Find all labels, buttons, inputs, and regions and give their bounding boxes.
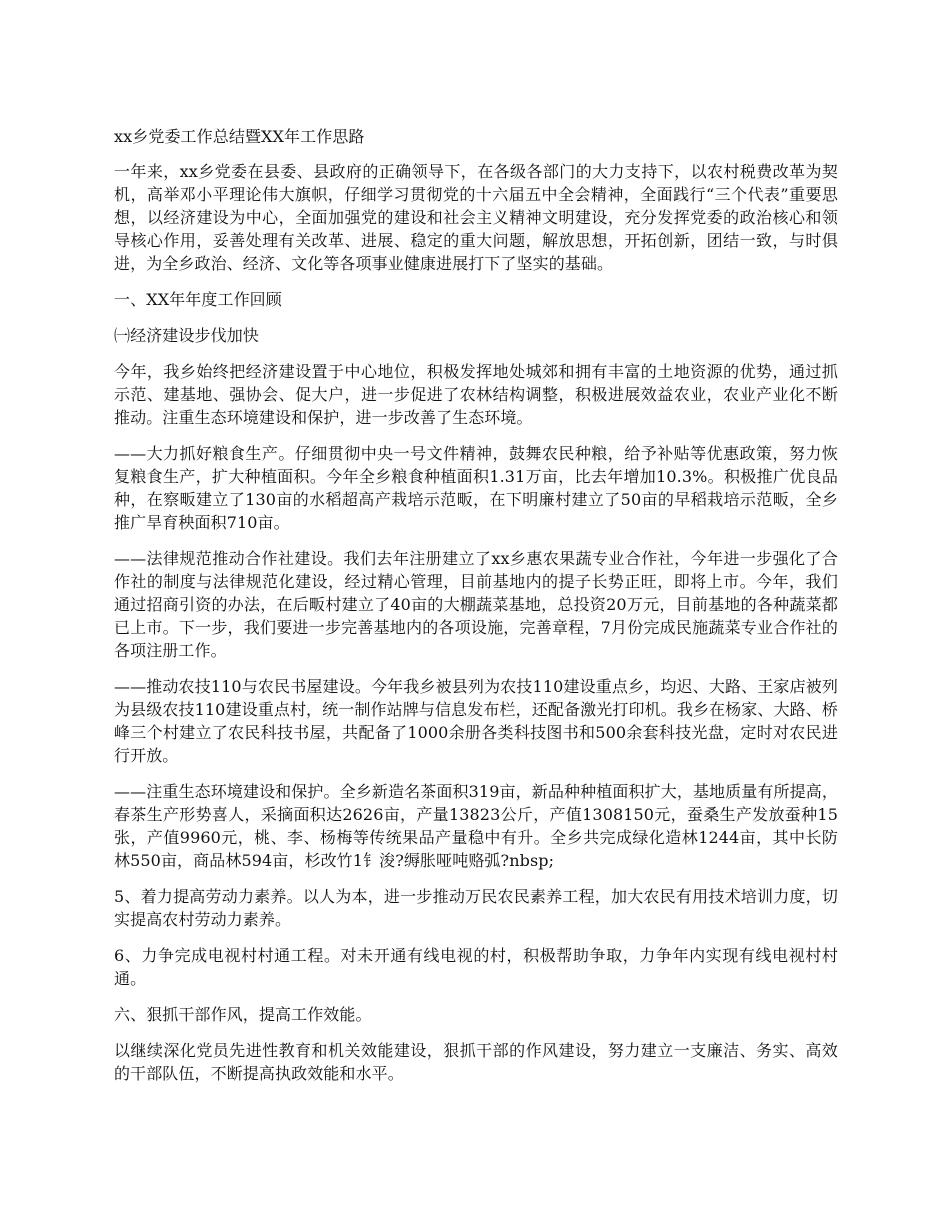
document-title: xx乡党委工作总结暨XX年工作思路 [114, 127, 365, 146]
intro-paragraph: 一年来，xx乡党委在县委、县政府的正确领导下，在各级各部门的大力支持下，以农村税费改革为契机，高举邓小平理论伟大旗帜，仔细学习贯彻党的十六届五中全会精神，全面践行“三个代表”重要思想，以经济建设为中心，全面加强党的建设和社会主义精神文明建设，充分发挥党委的政治核心和领导核心作用，妥善处理有关改革、进展、稳定的重大问题，解放思想，开拓创新，团结一致，与时俱进，为全乡政治、经济、文化等各项事业健康进展打下了坚实的基础。 [114, 162, 838, 273]
economy-overview-paragraph: 今年，我乡始终把经济建设置于中心地位，积极发挥地处城郊和拥有丰富的土地资源的优势，通过抓示范、建基地、强协会、促大户，进一步促进了农林结构调整，积极进展效益农业，农业产业化不断推动。注重生态环境建设和保护，进一步改善了生态环境。 [114, 362, 838, 427]
section-heading-cadre: 六、狠抓干部作风，提高工作效能。 [114, 1005, 372, 1024]
document-page [114, 125, 838, 1098]
labor-quality-paragraph: 5、着力提高劳动力素养。以人为本，进一步推动万民农民素养工程，加大农民有用技术培训力度，切实提高农村劳动力素养。 [114, 887, 838, 929]
cadre-paragraph: 以继续深化党员先进性教育和机关效能建设，狠抓干部的作风建设，努力建立一支廉洁、务实、高效的干部队伍，不断提高执政效能和水平。 [114, 1041, 838, 1083]
agritech-paragraph: ——推动农技110与农民书屋建设。今年我乡被县列为农技110建设重点乡，均迟、大路、王家店被列为县级农技110建设重点村，统一制作站牌与信息发布栏，还配备激光打印机。我乡在杨家、大路、桥峰三个村建立了农民科技书屋，共配备了1000余册各类科技图书和500余套科技光盘，定时对农民进行开放。 [114, 677, 838, 765]
section-heading-review: 一、XX年年度工作回顾 [114, 290, 282, 309]
grain-production-paragraph: ——大力抓好粮食生产。仔细贯彻中央一号文件精神，鼓舞农民种粮，给予补贴等优惠政策，努力恢复粮食生产，扩大种植面积。今年全乡粮食种植面积1.31万亩，比去年增加10.3%。积极推广优良品种，在察畈建立了130亩的水稻超高产栽培示范畈，在下明廉村建立了50亩的早稻栽培示范畈，全乡推广旱育秧面积710亩。 [114, 444, 838, 532]
cable-tv-paragraph: 6、力争完成电视村村通工程。对未开通有线电视的村，积极帮助争取，力争年内实现有线电视村村通。 [114, 946, 838, 988]
cooperative-paragraph: ——法律规范推动合作社建设。我们去年注册建立了xx乡惠农果蔬专业合作社，今年进一步强化了合作社的制度与法律规范化建设，经过精心管理，目前基地内的提子长势正旺，即将上市。今年，我们通过招商引资的办法，在后畈村建立了40亩的大棚蔬菜基地，总投资20万元，目前基地的各种蔬菜都已上市。下一步，我们要进一步完善基地内的各项设施，完善章程，7月份完成民施蔬菜专业合作社的各项注册工作。 [114, 549, 838, 660]
ecology-paragraph: ——注重生态环境建设和保护。全乡新造名茶面积319亩，新品种种植面积扩大，基地质量有所提高，春茶生产形势喜人，采摘面积达2626亩，产量13823公斤，产值1308150元，蚕桑生产发放蚕种15张，产值9960元，桃、李、杨梅等传统果品产量稳中有升。全乡共完成绿化造林1244亩，其中长防林550亩，商品林594亩，杉改竹1钅浚?缛胀哑吨赂弧?nbsp; [114, 782, 838, 870]
subsection-heading-economy: ㈠经济建设步伐加快 [114, 326, 259, 345]
